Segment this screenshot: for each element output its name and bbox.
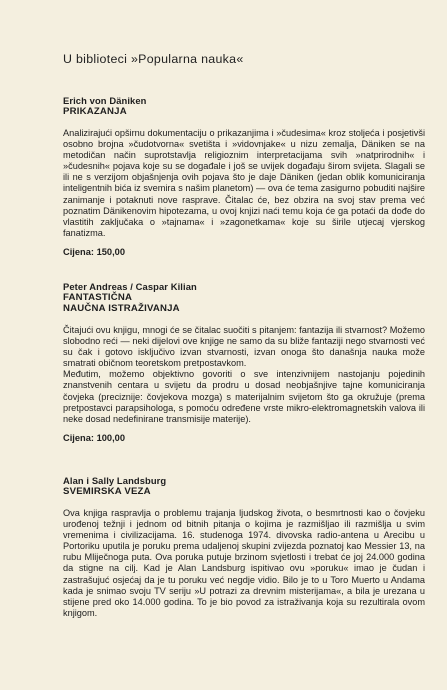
catalog-page <box>63 0 425 690</box>
book-author: Alan i Sally Landsburg <box>63 475 167 486</box>
description-paragraph: Analizirajući opširnu dokumentaciju o prikazanjima i »čudesima« kroz stoljeća i posjetivši osobno brojna »čudotvorna« svetišta i »vidovnjake« u nizu zemalja, Däniken se na metodičan način suprotstavlja religioznim interpretacijama svih »natprirodnih« i »čudesnih« pojava koje su se događale i još se uvijek događaju širom svijeta. Slagali se ili ne s verzijom objašnjenja ovih pojava što je daje Däniken (jedan oblik komuniciranja inteligentnih bića iz svemira s našim planetom) — ova će tema zasigurno pobuditi najšire zanimanje i potaknuti nove rasprave. Čitalac će, bez obzira na svoj stav prema već poznatim Dänikenovim hipotezama, u ovoj knjizi naći temu koja će ga potaći da dođe do vlastitih zaključaka o »tajnama« i »zagonetkama« koje su širile utjecaj vjerskog fanatizma. <box>63 128 425 238</box>
book-price: Cijena: 100,00 <box>63 432 126 443</box>
description-paragraph: Čitajući ovu knjigu, mnogi će se čitalac suočiti s pitanjem: fantazija ili stvarnost? Možemo slobodno reći — neki dijelovi ove knjige ne samo da su bliže fantaziji nego stvarnosti već su čak i gotovo isključivo izvan stvarnosti, izvan onoga što današnja nauka može smatrati običnom teoretskom pretpostavkom. <box>63 325 425 369</box>
book-description <box>63 508 425 619</box>
book-author: Erich von Däniken <box>63 95 147 106</box>
book-title: SVEMIRSKA VEZA <box>63 486 151 497</box>
book-entry-svemirska-veza <box>63 475 425 619</box>
description-paragraph: Međutim, možemo objektivno govoriti o sve intenzivnijem nastojanju pojedinih znanstvenih centara u svijetu da prodru u dosad neobjašnjive tajne komuniciranja čovjeka (preciznije: čovjekova mozga) s materijalnim svijetom što ga okružuje (prema pretpostavci parapsihologa, s pomoću određene vrste mikro-elektromagnetskih valova ili neke dosad nedefinirane transmisije materije). <box>63 369 425 424</box>
book-entry-fantasticna <box>63 281 425 443</box>
book-entry-prikazanja <box>63 95 425 257</box>
book-description <box>63 325 425 425</box>
book-title: NAUČNA ISTRAŽIVANJA <box>63 303 180 314</box>
description-paragraph: Ova knjiga raspravlja o problemu trajanja ljudskog života, o besmrtnosti kao o čovjeku urođenoj težnji i jednom od bitnih pitanja o kojima je razmišljao ili razmišlja u svim vremenima i civilizacijama. 16. studenoga 1974. divovska radio-antena u Arecibu u Portoriku uputila je poruku prema udaljenoj skupini zvijezda poznatoj kao Messier 13, na rubu Mliječnoga puta. Ova poruka putuje brzinom svjetlosti i trebat će joj 24.000 godina da stigne na cilj. Kad je Alan Landsburg ispitivao ovu »poruku« imao je čudan i zastrašujuć osjećaj da je tu poruku već negdje vidio. Bilo je to u Toro Muerto u Andama kada je snimao svoju TV seriju »U potrazi za drevnim misterijama«, a bila je urezana u stijene pred oko 14.000 godina. To je bio povod za istraživanja koja su rezultirala ovom knjigom. <box>63 508 425 618</box>
book-description <box>63 128 425 239</box>
series-title: U biblioteci »Popularna nauka« <box>63 52 244 66</box>
book-title: FANTASTIČNA <box>63 292 133 303</box>
book-price: Cijena: 150,00 <box>63 246 126 257</box>
book-author: Peter Andreas / Caspar Kilian <box>63 281 197 292</box>
book-title: PRIKAZANJA <box>63 106 127 117</box>
